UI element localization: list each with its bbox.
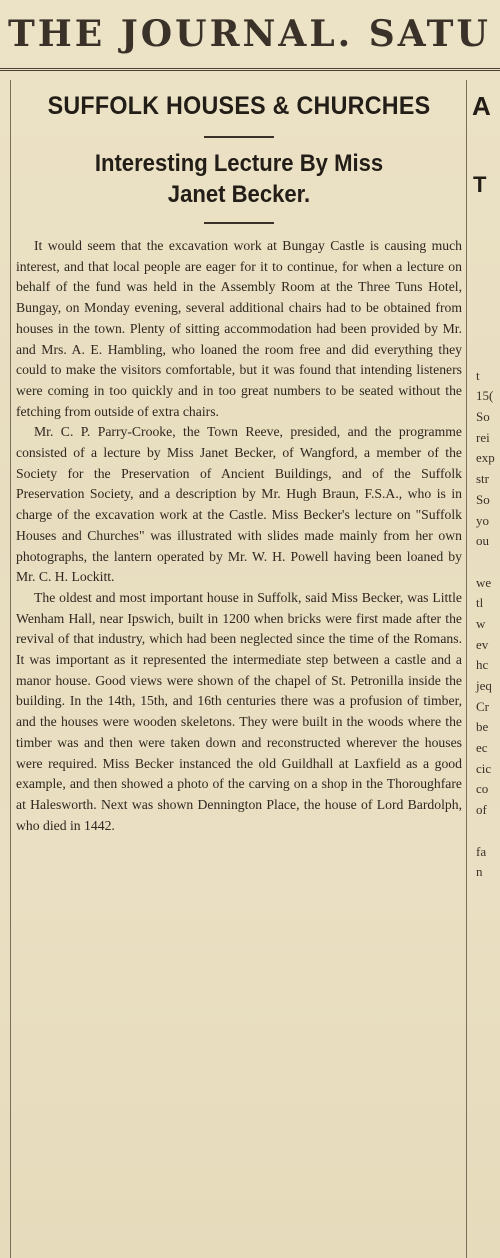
subhead-divider: [204, 222, 274, 224]
next-column-line: Cr: [476, 698, 489, 714]
subhead-line-2: Janet Becker.: [167, 181, 311, 208]
column-rule-right: [466, 80, 467, 1258]
next-column-line: co: [476, 781, 489, 797]
next-column-line: be: [476, 719, 489, 735]
next-column-fragment: [470, 80, 500, 1258]
next-column-line: of: [476, 802, 487, 818]
next-column-line: we: [476, 574, 492, 590]
next-column-line: [476, 821, 500, 842]
next-column-line: So: [476, 491, 490, 507]
next-column-line: So: [476, 409, 490, 425]
next-column-line: ou: [476, 533, 489, 549]
next-column-line: n: [476, 864, 483, 880]
next-column-line: exp: [476, 450, 495, 466]
article-suffolk-houses: [16, 88, 462, 836]
next-column-line: t: [476, 367, 480, 383]
next-column-line: yo: [476, 512, 489, 528]
article-paragraph-1: It would seem that the excavation work at Bungay Castle is causing much interest, and that local people are eager for it to continue, for when a lecture on behalf of the fund was held in the Assembly Room at the Three Tuns Hotel, Bungay, on Monday evening, several additional chairs had to be obtained from houses in the town. Plenty of sitting accommodation had been provided by Mr. and Mrs. A. E. Hambling, who loaned the room free and did everything they could to make the visitors comfortable, but it was found that intending listeners were coming in too quickly and in too great numbers to be seated without the fetching from outside of extra chairs.: [16, 238, 462, 419]
next-column-line: [476, 552, 500, 573]
newspaper-masthead: THE JOURNAL. SATU: [8, 13, 491, 55]
next-column-line: ev: [476, 636, 489, 652]
next-column-line: ec: [476, 740, 488, 756]
next-column-line: tl: [476, 595, 484, 611]
article-paragraph-3: The oldest and most important house in Suffolk, said Miss Becker, was Little Wenham Hall, near Ipswich, built in 1200 when bricks were first made after the revival of that industry, which had been neglected since the time of the Romans. It was important as it represented the intermediate step between a castle and a manor house. Good views were shown of the chapel of St. Petronilla inside the building. In the 14th, 15th, and 16th centuries there was a profusion of timber, and the houses were wooden skeletons. They were built in the woods where the timber was and then were taken down and reconstructed wherever the houses were required. Miss Becker instanced the old Guildhall at Laxfield as a good example, and then showed a photo of the carving on a shop in the Thoroughfare at Halesworth. Next was shown Dennington Place, the house of Lord Bardolph, who died in 1442.: [16, 589, 462, 833]
subhead-line-1: Interesting Lecture By Miss: [94, 150, 384, 177]
masthead-rule: [0, 68, 500, 71]
headline-divider: [204, 136, 274, 138]
next-column-line: str: [476, 471, 489, 487]
next-column-subhead: T: [473, 172, 487, 197]
article-subhead: [34, 148, 444, 210]
next-column-line: hc: [476, 657, 489, 673]
column-rule-left: [10, 80, 11, 1258]
next-column-headline: A: [472, 91, 491, 121]
next-column-line: 15(: [476, 388, 494, 404]
article-body: [16, 236, 462, 836]
article-paragraph-2: Mr. C. P. Parry-Crooke, the Town Reeve, presided, and the programme consisted of a lecture by Miss Janet Becker, of Wangford, a member of the Society for the Preservation of Ancient Buildings, and of the Suffolk Preservation Society, and a description by Mr. Hugh Braun, F.S.A., who is in charge of the excavation work at the Castle. Miss Becker's lecture on "Suffolk Houses and Churches" was illustrated with slides made mainly from her own photographs, the lantern operated by Mr. W. H. Powell having been loaned by Mr. C. H. Lockitt.: [16, 424, 462, 585]
next-column-line: cic: [476, 760, 492, 776]
next-column-line: [476, 345, 500, 366]
next-column-line: w: [476, 615, 486, 631]
article-headline: SUFFOLK HOUSES & CHURCHES: [47, 92, 431, 120]
next-column-lines: [476, 345, 500, 883]
next-column-line: fa: [476, 843, 487, 859]
next-column-line: jeq: [476, 678, 492, 693]
next-column-line: rei: [476, 429, 490, 445]
